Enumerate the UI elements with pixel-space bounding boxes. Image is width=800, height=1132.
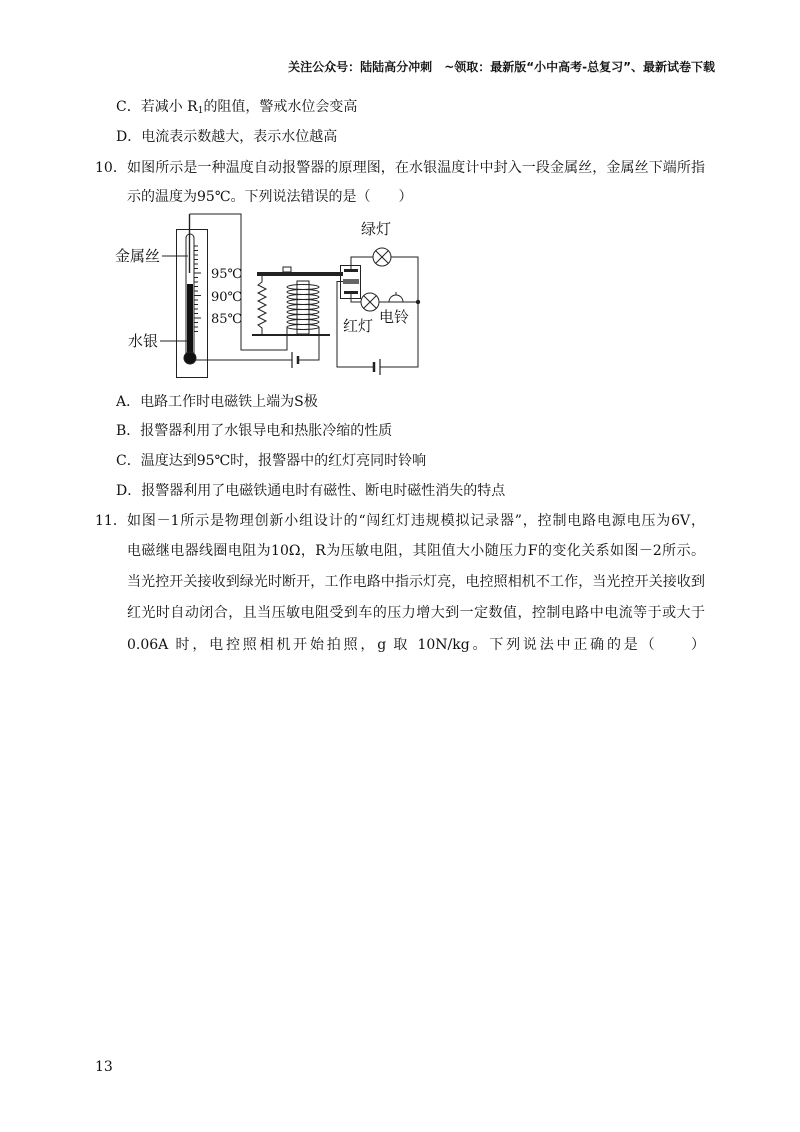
armature xyxy=(257,272,343,276)
q11-stem-line-3: 当光控开关接收到绿光时断开，工作电路中指示灯亮，电控照相机不工作，当光控开关接收到 xyxy=(127,574,705,590)
junction-dot xyxy=(416,300,420,304)
q10-stem-line-1: 如图所示是一种温度自动报警器的原理图，在水银温度计中封入一段金属丝，金属丝下端所指 xyxy=(127,160,705,176)
q10-option-d: D．报警器利用了电磁铁通电时有磁性、断电时磁性消失的特点 xyxy=(116,483,506,499)
q10-option-c: C．温度达到95℃时，报警器中的红灯亮同时铃响 xyxy=(116,453,427,469)
q11-stem-line-4: 红光时自动闭合，且当压敏电阻受到车的压力增大到一定数值，控制电路中电流等于或大于 xyxy=(127,605,705,621)
label-metal-wire: 金属丝 xyxy=(115,247,161,265)
control-battery xyxy=(292,352,298,368)
relay-spring xyxy=(258,276,266,334)
label-85c: 85℃ xyxy=(211,312,243,327)
header-promo-text: ~领取：最新版“小中高考-总复习”、最新试卷下载 xyxy=(444,60,715,74)
label-red-lamp: 红灯 xyxy=(343,317,374,335)
label-mercury: 水银 xyxy=(128,332,159,350)
prev-option-d: D．电流表示数越大，表示水位越高 xyxy=(116,129,338,145)
electric-bell xyxy=(389,292,403,302)
q10-stem-line-2: 示的温度为95℃。下列说法错误的是（ ） xyxy=(127,189,413,205)
label-bell: 电铃 xyxy=(379,308,410,326)
green-lamp xyxy=(373,248,391,266)
thermometer xyxy=(160,214,208,378)
q10-option-b: B．报警器利用了水银导电和热胀冷缩的性质 xyxy=(116,423,393,439)
page-header xyxy=(288,57,715,77)
working-wire-green-branch xyxy=(351,257,373,269)
q11-number: 11． xyxy=(95,513,127,529)
prev-option-c-text-after: 的阻值，警戒水位会变高 xyxy=(203,99,358,115)
mercury-column xyxy=(187,284,193,356)
mercury-bulb xyxy=(184,352,196,364)
thermometer-scale xyxy=(194,246,201,332)
red-lamp xyxy=(361,293,379,311)
q11-stem-line-2: 电磁继电器线圈电阻为10Ω，R为压敏电阻，其阻值大小随压力F的变化关系如图－2所示。 xyxy=(127,543,705,559)
label-green-lamp: 绿灯 xyxy=(361,220,392,238)
working-battery xyxy=(374,359,380,375)
q10-number: 10． xyxy=(95,160,127,176)
armature-hinge xyxy=(283,267,291,272)
bell-dome xyxy=(389,295,403,302)
q10-option-a: A．电路工作时电磁铁上端为S极 xyxy=(116,394,318,410)
header-wechat-text: 关注公众号：陆陆高分冲刺 xyxy=(288,60,433,74)
q11-stem-line-5: 0.06A 时，电控照相机开始拍照，g 取 10N/kg。下列说法中正确的是（ ） xyxy=(127,637,705,653)
moving-contact xyxy=(343,279,359,284)
label-95c: 95℃ xyxy=(211,267,243,282)
alarm-circuit-diagram xyxy=(110,208,430,384)
upper-static-contact xyxy=(344,269,358,272)
page-number: 13 xyxy=(95,1059,113,1075)
label-90c: 90℃ xyxy=(211,290,243,305)
q11-stem-line-1: 如图－1所示是物理创新小组设计的“闯红灯违规模拟记录器”，控制电路电源电压为6V， xyxy=(127,513,705,529)
lower-static-contact xyxy=(344,291,358,294)
prev-option-c-text-before: C．若减小 R xyxy=(116,99,198,115)
prev-option-c-subscript: 1 xyxy=(197,106,204,116)
control-wire-top xyxy=(190,214,288,350)
prev-option-c xyxy=(116,97,357,117)
